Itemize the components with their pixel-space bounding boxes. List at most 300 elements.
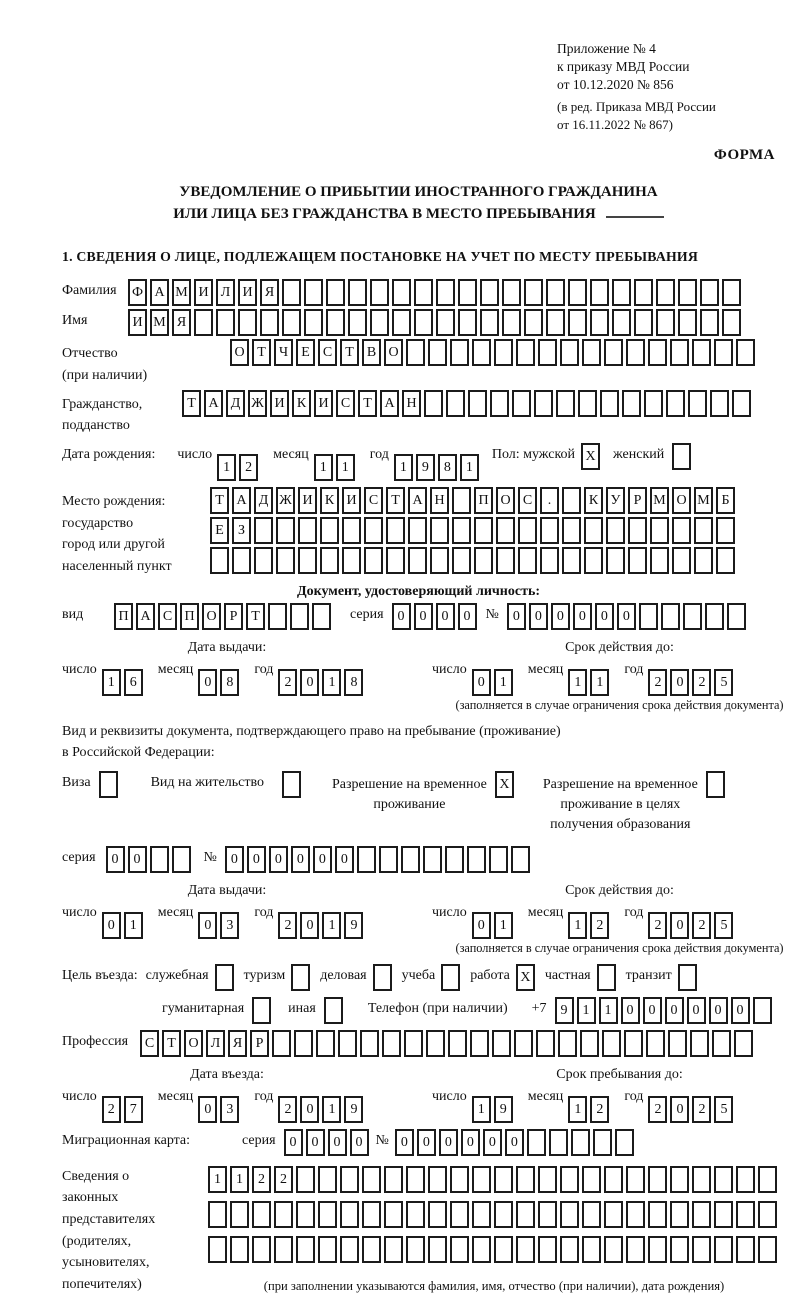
char-cell[interactable]: [670, 1201, 689, 1228]
representatives-boxes-row1[interactable]: [208, 1166, 780, 1193]
char-cell[interactable]: О: [230, 339, 249, 366]
char-cell[interactable]: [722, 309, 741, 336]
char-cell[interactable]: 0: [458, 603, 477, 630]
char-cell[interactable]: [562, 487, 581, 514]
char-cell[interactable]: 0: [300, 669, 319, 696]
char-cell[interactable]: [428, 1236, 447, 1263]
char-cell[interactable]: [430, 517, 449, 544]
char-cell[interactable]: [384, 1201, 403, 1228]
char-cell[interactable]: 1: [577, 997, 596, 1024]
day-cells[interactable]: [102, 912, 146, 939]
char-cell[interactable]: Е: [210, 517, 229, 544]
residence-permit-checkbox[interactable]: [282, 771, 301, 798]
char-cell[interactable]: [480, 309, 499, 336]
char-cell[interactable]: 5: [714, 912, 733, 939]
char-cell[interactable]: [562, 547, 581, 574]
char-cell[interactable]: 0: [392, 603, 411, 630]
char-cell[interactable]: [252, 1201, 271, 1228]
char-cell[interactable]: Р: [628, 487, 647, 514]
char-cell[interactable]: [494, 1201, 513, 1228]
purpose-official-checkbox[interactable]: [215, 964, 234, 991]
char-cell[interactable]: 0: [665, 997, 684, 1024]
char-cell[interactable]: 1: [472, 1096, 491, 1123]
purpose-work-checkbox[interactable]: X: [516, 964, 535, 991]
char-cell[interactable]: [602, 1030, 621, 1057]
char-cell[interactable]: О: [202, 603, 221, 630]
char-cell[interactable]: [714, 1236, 733, 1263]
char-cell[interactable]: [593, 1129, 612, 1156]
char-cell[interactable]: 8: [344, 669, 363, 696]
char-cell[interactable]: Р: [224, 603, 243, 630]
char-cell[interactable]: [406, 339, 425, 366]
doc-number-boxes[interactable]: [507, 603, 749, 630]
char-cell[interactable]: [670, 1166, 689, 1193]
char-cell[interactable]: [458, 279, 477, 306]
char-cell[interactable]: [276, 517, 295, 544]
char-cell[interactable]: [584, 547, 603, 574]
char-cell[interactable]: М: [694, 487, 713, 514]
char-cell[interactable]: 2: [102, 1096, 121, 1123]
char-cell[interactable]: [688, 390, 707, 417]
char-cell[interactable]: [298, 517, 317, 544]
char-cell[interactable]: А: [408, 487, 427, 514]
char-cell[interactable]: 0: [439, 1129, 458, 1156]
char-cell[interactable]: [558, 1030, 577, 1057]
char-cell[interactable]: [446, 390, 465, 417]
year-cells[interactable]: [648, 912, 736, 939]
char-cell[interactable]: 2: [648, 669, 667, 696]
char-cell[interactable]: [276, 547, 295, 574]
char-cell[interactable]: [364, 517, 383, 544]
char-cell[interactable]: [362, 1201, 381, 1228]
char-cell[interactable]: [690, 1030, 709, 1057]
char-cell[interactable]: 1: [322, 1096, 341, 1123]
char-cell[interactable]: 0: [269, 846, 288, 873]
char-cell[interactable]: [492, 1030, 511, 1057]
char-cell[interactable]: [172, 846, 191, 873]
char-cell[interactable]: [584, 517, 603, 544]
char-cell[interactable]: 0: [529, 603, 548, 630]
day-cells[interactable]: [102, 669, 146, 696]
char-cell[interactable]: [298, 547, 317, 574]
char-cell[interactable]: [458, 309, 477, 336]
char-cell[interactable]: [496, 547, 515, 574]
char-cell[interactable]: Н: [402, 390, 421, 417]
char-cell[interactable]: [634, 279, 653, 306]
char-cell[interactable]: П: [474, 487, 493, 514]
birth-place-boxes-row2[interactable]: [210, 517, 738, 544]
char-cell[interactable]: [648, 1166, 667, 1193]
char-cell[interactable]: [320, 547, 339, 574]
char-cell[interactable]: [683, 603, 702, 630]
char-cell[interactable]: [650, 547, 669, 574]
char-cell[interactable]: [714, 1166, 733, 1193]
residence-number-boxes[interactable]: [225, 846, 533, 873]
char-cell[interactable]: [518, 547, 537, 574]
char-cell[interactable]: 1: [568, 1096, 587, 1123]
char-cell[interactable]: С: [318, 339, 337, 366]
char-cell[interactable]: [634, 309, 653, 336]
birth-place-boxes-row3[interactable]: [210, 547, 738, 574]
char-cell[interactable]: [639, 603, 658, 630]
char-cell[interactable]: [604, 1236, 623, 1263]
char-cell[interactable]: 0: [617, 603, 636, 630]
char-cell[interactable]: [615, 1129, 634, 1156]
char-cell[interactable]: [230, 1236, 249, 1263]
char-cell[interactable]: [626, 1201, 645, 1228]
purpose-transit-checkbox[interactable]: [678, 964, 697, 991]
char-cell[interactable]: [582, 1236, 601, 1263]
char-cell[interactable]: [318, 1236, 337, 1263]
char-cell[interactable]: 2: [274, 1166, 293, 1193]
char-cell[interactable]: 7: [124, 1096, 143, 1123]
char-cell[interactable]: [472, 1201, 491, 1228]
char-cell[interactable]: [714, 339, 733, 366]
char-cell[interactable]: [428, 1166, 447, 1193]
char-cell[interactable]: [424, 390, 443, 417]
char-cell[interactable]: 0: [643, 997, 662, 1024]
char-cell[interactable]: [216, 309, 235, 336]
purpose-private-checkbox[interactable]: [597, 964, 616, 991]
char-cell[interactable]: 0: [551, 603, 570, 630]
month-cells[interactable]: [198, 1096, 242, 1123]
char-cell[interactable]: 1: [208, 1166, 227, 1193]
char-cell[interactable]: [648, 339, 667, 366]
char-cell[interactable]: [562, 517, 581, 544]
char-cell[interactable]: [568, 309, 587, 336]
year-cells[interactable]: [278, 669, 366, 696]
migration-series-boxes[interactable]: [284, 1129, 372, 1156]
char-cell[interactable]: 0: [225, 846, 244, 873]
char-cell[interactable]: [472, 1166, 491, 1193]
char-cell[interactable]: [692, 339, 711, 366]
char-cell[interactable]: [538, 339, 557, 366]
char-cell[interactable]: [604, 1166, 623, 1193]
char-cell[interactable]: 1: [590, 669, 609, 696]
char-cell[interactable]: 0: [247, 846, 266, 873]
char-cell[interactable]: М: [650, 487, 669, 514]
char-cell[interactable]: [502, 309, 521, 336]
year-cells[interactable]: [648, 1096, 736, 1123]
char-cell[interactable]: 3: [220, 912, 239, 939]
char-cell[interactable]: [546, 279, 565, 306]
char-cell[interactable]: [758, 1166, 777, 1193]
char-cell[interactable]: 1: [494, 912, 513, 939]
char-cell[interactable]: [316, 1030, 335, 1057]
char-cell[interactable]: 0: [461, 1129, 480, 1156]
char-cell[interactable]: А: [232, 487, 251, 514]
char-cell[interactable]: Б: [716, 487, 735, 514]
char-cell[interactable]: О: [384, 339, 403, 366]
char-cell[interactable]: [304, 309, 323, 336]
char-cell[interactable]: [626, 1166, 645, 1193]
char-cell[interactable]: [736, 1201, 755, 1228]
doc-series-boxes[interactable]: [392, 603, 480, 630]
char-cell[interactable]: [230, 1201, 249, 1228]
char-cell[interactable]: 1: [568, 912, 587, 939]
char-cell[interactable]: [582, 339, 601, 366]
char-cell[interactable]: [656, 309, 675, 336]
char-cell[interactable]: [512, 390, 531, 417]
char-cell[interactable]: 0: [472, 912, 491, 939]
char-cell[interactable]: 1: [460, 454, 479, 481]
char-cell[interactable]: [392, 309, 411, 336]
char-cell[interactable]: Т: [358, 390, 377, 417]
char-cell[interactable]: [282, 279, 301, 306]
residence-series-boxes[interactable]: [106, 846, 194, 873]
char-cell[interactable]: [428, 1201, 447, 1228]
char-cell[interactable]: [408, 517, 427, 544]
char-cell[interactable]: [208, 1201, 227, 1228]
char-cell[interactable]: 2: [239, 454, 258, 481]
char-cell[interactable]: [474, 547, 493, 574]
char-cell[interactable]: 0: [436, 603, 455, 630]
char-cell[interactable]: И: [314, 390, 333, 417]
char-cell[interactable]: Т: [340, 339, 359, 366]
char-cell[interactable]: Н: [430, 487, 449, 514]
char-cell[interactable]: [540, 547, 559, 574]
char-cell[interactable]: [452, 517, 471, 544]
char-cell[interactable]: [624, 1030, 643, 1057]
char-cell[interactable]: 8: [220, 669, 239, 696]
char-cell[interactable]: [406, 1236, 425, 1263]
char-cell[interactable]: С: [140, 1030, 159, 1057]
char-cell[interactable]: [722, 279, 741, 306]
char-cell[interactable]: [628, 517, 647, 544]
char-cell[interactable]: [340, 1166, 359, 1193]
char-cell[interactable]: [386, 517, 405, 544]
char-cell[interactable]: [260, 309, 279, 336]
char-cell[interactable]: И: [342, 487, 361, 514]
char-cell[interactable]: [490, 390, 509, 417]
char-cell[interactable]: [648, 1201, 667, 1228]
char-cell[interactable]: 1: [230, 1166, 249, 1193]
char-cell[interactable]: Я: [260, 279, 279, 306]
char-cell[interactable]: [423, 846, 442, 873]
char-cell[interactable]: [150, 846, 169, 873]
char-cell[interactable]: [450, 1166, 469, 1193]
char-cell[interactable]: Т: [182, 390, 201, 417]
migration-number-boxes[interactable]: [395, 1129, 637, 1156]
char-cell[interactable]: 0: [350, 1129, 369, 1156]
char-cell[interactable]: [540, 517, 559, 544]
char-cell[interactable]: [326, 279, 345, 306]
char-cell[interactable]: [282, 309, 301, 336]
profession-boxes[interactable]: [140, 1030, 756, 1057]
char-cell[interactable]: [568, 279, 587, 306]
year-cells[interactable]: [648, 669, 736, 696]
char-cell[interactable]: [232, 547, 251, 574]
char-cell[interactable]: А: [380, 390, 399, 417]
char-cell[interactable]: [694, 517, 713, 544]
char-cell[interactable]: [590, 279, 609, 306]
char-cell[interactable]: [536, 1030, 555, 1057]
char-cell[interactable]: 2: [648, 912, 667, 939]
char-cell[interactable]: 9: [344, 1096, 363, 1123]
char-cell[interactable]: [538, 1201, 557, 1228]
char-cell[interactable]: С: [364, 487, 383, 514]
char-cell[interactable]: Л: [206, 1030, 225, 1057]
char-cell[interactable]: [274, 1236, 293, 1263]
char-cell[interactable]: 0: [102, 912, 121, 939]
char-cell[interactable]: 0: [670, 669, 689, 696]
day-cells[interactable]: [472, 912, 516, 939]
char-cell[interactable]: [472, 339, 491, 366]
char-cell[interactable]: [534, 390, 553, 417]
char-cell[interactable]: С: [336, 390, 355, 417]
purpose-other-checkbox[interactable]: [324, 997, 343, 1024]
char-cell[interactable]: [296, 1236, 315, 1263]
char-cell[interactable]: 1: [102, 669, 121, 696]
char-cell[interactable]: У: [606, 487, 625, 514]
char-cell[interactable]: [401, 846, 420, 873]
char-cell[interactable]: 0: [198, 669, 217, 696]
char-cell[interactable]: [294, 1030, 313, 1057]
char-cell[interactable]: [560, 1236, 579, 1263]
char-cell[interactable]: 1: [336, 454, 355, 481]
char-cell[interactable]: [612, 279, 631, 306]
month-cells[interactable]: [198, 669, 242, 696]
char-cell[interactable]: [753, 997, 772, 1024]
char-cell[interactable]: К: [292, 390, 311, 417]
month-cells[interactable]: [568, 669, 612, 696]
char-cell[interactable]: О: [672, 487, 691, 514]
char-cell[interactable]: [678, 309, 697, 336]
char-cell[interactable]: 0: [507, 603, 526, 630]
char-cell[interactable]: [672, 517, 691, 544]
char-cell[interactable]: [650, 517, 669, 544]
char-cell[interactable]: О: [496, 487, 515, 514]
day-cells[interactable]: [472, 669, 516, 696]
male-checkbox[interactable]: X: [581, 443, 600, 470]
char-cell[interactable]: [392, 279, 411, 306]
char-cell[interactable]: [502, 279, 521, 306]
char-cell[interactable]: [326, 309, 345, 336]
purpose-tourism-checkbox[interactable]: [291, 964, 310, 991]
char-cell[interactable]: [546, 309, 565, 336]
char-cell[interactable]: [626, 339, 645, 366]
char-cell[interactable]: [370, 309, 389, 336]
char-cell[interactable]: [560, 1166, 579, 1193]
char-cell[interactable]: Ж: [276, 487, 295, 514]
char-cell[interactable]: [604, 1201, 623, 1228]
surname-boxes[interactable]: [128, 279, 744, 306]
char-cell[interactable]: [208, 1236, 227, 1263]
char-cell[interactable]: 1: [394, 454, 413, 481]
char-cell[interactable]: [404, 1030, 423, 1057]
char-cell[interactable]: 2: [590, 1096, 609, 1123]
char-cell[interactable]: [582, 1166, 601, 1193]
char-cell[interactable]: Т: [386, 487, 405, 514]
char-cell[interactable]: [348, 279, 367, 306]
char-cell[interactable]: [274, 1201, 293, 1228]
char-cell[interactable]: [338, 1030, 357, 1057]
month-cells[interactable]: [568, 1096, 612, 1123]
char-cell[interactable]: 2: [278, 1096, 297, 1123]
char-cell[interactable]: П: [114, 603, 133, 630]
char-cell[interactable]: [712, 1030, 731, 1057]
char-cell[interactable]: [732, 390, 751, 417]
char-cell[interactable]: [736, 339, 755, 366]
char-cell[interactable]: [604, 339, 623, 366]
char-cell[interactable]: 0: [621, 997, 640, 1024]
char-cell[interactable]: [527, 1129, 546, 1156]
char-cell[interactable]: 1: [322, 912, 341, 939]
char-cell[interactable]: 1: [124, 912, 143, 939]
char-cell[interactable]: 0: [595, 603, 614, 630]
char-cell[interactable]: 0: [328, 1129, 347, 1156]
char-cell[interactable]: [254, 547, 273, 574]
char-cell[interactable]: 1: [599, 997, 618, 1024]
char-cell[interactable]: 0: [573, 603, 592, 630]
char-cell[interactable]: [272, 1030, 291, 1057]
char-cell[interactable]: [494, 1166, 513, 1193]
char-cell[interactable]: [590, 309, 609, 336]
char-cell[interactable]: [362, 1236, 381, 1263]
char-cell[interactable]: [470, 1030, 489, 1057]
char-cell[interactable]: 0: [395, 1129, 414, 1156]
char-cell[interactable]: 8: [438, 454, 457, 481]
char-cell[interactable]: Д: [254, 487, 273, 514]
char-cell[interactable]: [436, 279, 455, 306]
char-cell[interactable]: [382, 1030, 401, 1057]
char-cell[interactable]: [571, 1129, 590, 1156]
char-cell[interactable]: [692, 1201, 711, 1228]
char-cell[interactable]: [414, 309, 433, 336]
char-cell[interactable]: 2: [252, 1166, 271, 1193]
char-cell[interactable]: [450, 1201, 469, 1228]
char-cell[interactable]: 0: [198, 912, 217, 939]
char-cell[interactable]: [582, 1201, 601, 1228]
char-cell[interactable]: [342, 547, 361, 574]
char-cell[interactable]: Т: [162, 1030, 181, 1057]
char-cell[interactable]: [694, 547, 713, 574]
char-cell[interactable]: [700, 279, 719, 306]
char-cell[interactable]: [700, 309, 719, 336]
char-cell[interactable]: К: [584, 487, 603, 514]
char-cell[interactable]: 9: [344, 912, 363, 939]
char-cell[interactable]: И: [270, 390, 289, 417]
char-cell[interactable]: [406, 1201, 425, 1228]
char-cell[interactable]: Т: [252, 339, 271, 366]
char-cell[interactable]: [661, 603, 680, 630]
char-cell[interactable]: [714, 1201, 733, 1228]
char-cell[interactable]: [670, 339, 689, 366]
char-cell[interactable]: [580, 1030, 599, 1057]
char-cell[interactable]: [758, 1201, 777, 1228]
char-cell[interactable]: 0: [198, 1096, 217, 1123]
char-cell[interactable]: 0: [300, 1096, 319, 1123]
char-cell[interactable]: [252, 1236, 271, 1263]
char-cell[interactable]: [318, 1201, 337, 1228]
char-cell[interactable]: [445, 846, 464, 873]
char-cell[interactable]: В: [362, 339, 381, 366]
char-cell[interactable]: [606, 547, 625, 574]
char-cell[interactable]: [448, 1030, 467, 1057]
char-cell[interactable]: [480, 279, 499, 306]
char-cell[interactable]: 0: [128, 846, 147, 873]
char-cell[interactable]: [516, 339, 535, 366]
char-cell[interactable]: И: [128, 309, 147, 336]
char-cell[interactable]: .: [540, 487, 559, 514]
char-cell[interactable]: [472, 1236, 491, 1263]
char-cell[interactable]: [428, 339, 447, 366]
char-cell[interactable]: [727, 603, 746, 630]
char-cell[interactable]: [560, 1201, 579, 1228]
char-cell[interactable]: 2: [590, 912, 609, 939]
char-cell[interactable]: [524, 309, 543, 336]
char-cell[interactable]: [612, 309, 631, 336]
